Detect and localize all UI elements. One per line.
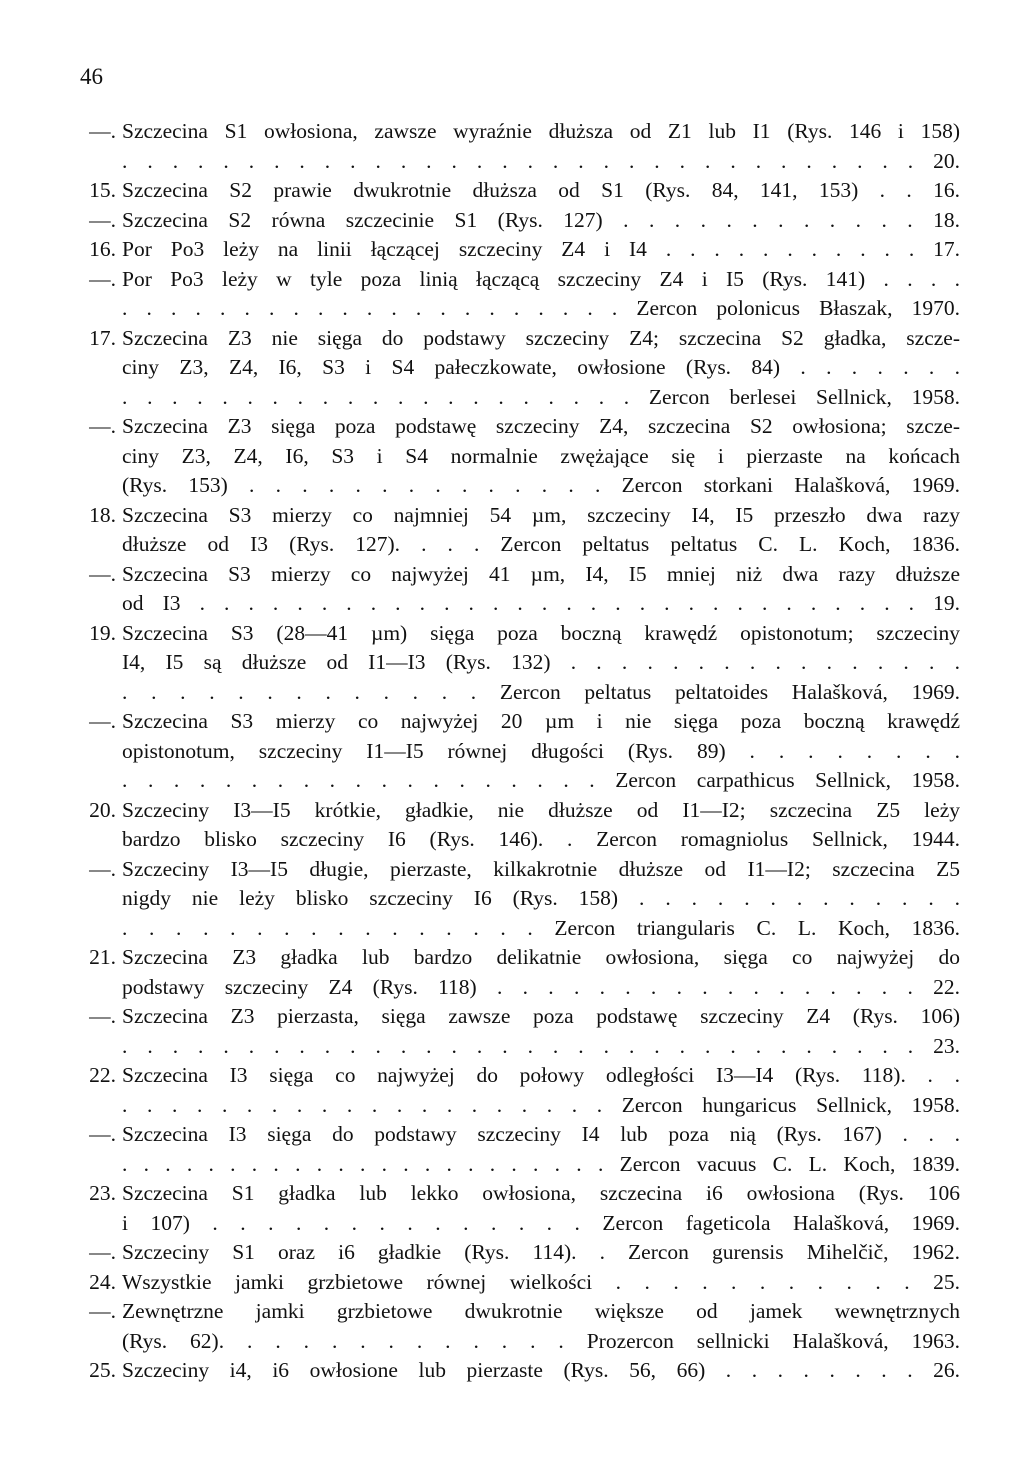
key-entry-line: Szczeciny S1 oraz i6 gładkie (Rys. 114). . Zercon gurensis Mihelčič, 1962. [122,1240,960,1264]
key-entry-line: . . . . . . . . . . . . . . . . . . . . . . . . . . . . . . . . 20. [122,148,960,173]
key-entry-line: Szczecina S3 mierzy co najmniej 54 µm, szczeciny I4, I5 przeszło dwa razy [122,502,960,527]
key-entry-line: . . . . . . . . . . . . . . . . . . . . . Zercon berlesei Sellnick, 1958. [122,384,960,409]
key-entry-line: Szczecina I3 sięga do podstawy szczeciny I4 lub poza nią (Rys. 167) . . . [122,1122,960,1146]
key-entry [65,619,960,708]
key-entry-line: Szczecina S3 (28—41 µm) sięga poza boczną krawędź opistonotum; szczeciny [122,620,960,645]
key-entry [65,324,960,413]
key-entry-line: Szczecina Z3 gładka lub bardzo delikatnie owłosiona, sięga co najwyżej do [122,945,960,969]
key-entry-text [122,1120,960,1179]
key-entry-line: Szczeciny i4, i6 owłosione lub pierzaste (Rys. 56, 66) . . . . . . . . 26. [122,1358,960,1382]
key-entry-number: 18. [89,502,116,527]
key-entry-line: nigdy nie leży blisko szczeciny I6 (Rys. 158) . . . . . . . . . . . . . [122,886,960,910]
key-entry-number: —. [89,1240,116,1264]
key-entry-line: . . . . . . . . . . . . . . . . . . . . . Zercon polonicus Błaszak, 1970. [122,296,960,320]
key-entry-text [122,206,960,236]
identification-key [65,117,960,1386]
key-entry-number: 16. [89,237,116,261]
key-entry-text [122,855,960,944]
key-entry-text [122,1179,960,1238]
key-entry-text [122,1061,960,1120]
key-entry-line: . . . . . . . . . . . . . . . . . . . . Zercon hungaricus Sellnick, 1958. [122,1092,960,1117]
key-entry-line: podstawy szczeciny Z4 (Rys. 118) . . . . . . . . . . . . . . . . . 22. [122,974,960,999]
key-entry-text [122,619,960,708]
key-entry-text [122,235,960,265]
key-entry [65,943,960,1002]
key-entry-line: Szczecina S3 mierzy co najwyżej 41 µm, I4, I5 mniej niż dwa razy dłuższe [122,561,960,586]
key-entry-number: 19. [89,620,116,645]
key-entry-line: Por Po3 leży w tyle poza linią łączącą szczeciny Z4 i I5 (Rys. 141) . . . . [122,266,960,291]
key-entry-number: —. [89,709,116,733]
key-entry [65,1179,960,1238]
key-entry-line: Szczecina Z3 nie sięga do podstawy szczeciny Z4; szczecina S2 gładka, szcze- [122,325,960,350]
key-entry-line: Szczeciny I3—I5 krótkie, gładkie, nie dłuższe od I1—I2; szczecina Z5 leży [122,797,960,822]
key-entry-number: 24. [89,1269,116,1294]
key-entry-number: —. [89,1299,116,1323]
key-entry-text [122,1356,960,1386]
key-entry-number: 15. [89,178,116,202]
key-entry [65,265,960,324]
key-entry-number: 23. [89,1181,116,1205]
key-entry-line: . . . . . . . . . . . . . Zercon peltatus peltatoides Halašková, 1969. [122,679,960,704]
key-entry-line: I4, I5 są dłuższe od I1—I3 (Rys. 132) . . . . . . . . . . . . . . . . [122,650,960,674]
key-entry-line: i 107) . . . . . . . . . . . . . . Zercon fageticola Halašková, 1969. [122,1210,960,1235]
key-entry-text [122,1238,960,1268]
key-entry [65,412,960,501]
key-entry-text [122,1002,960,1061]
key-entry-line: . . . . . . . . . . . . . . . . . . . . . . . . . . . . . . . . 23. [122,1033,960,1058]
key-entry [65,1238,960,1268]
key-entry-number: —. [89,561,116,586]
key-entry-number: —. [89,1122,116,1146]
key-entry-text [122,796,960,855]
key-entry [65,176,960,206]
key-entry-line: Szczecina Z3 pierzasta, sięga zawsze poza podstawę szczeciny Z4 (Rys. 106) [122,1004,960,1028]
key-entry-line: Wszystkie jamki grzbietowe równej wielkości . . . . . . . . . . . 25. [122,1269,960,1294]
key-entry-number: 25. [89,1358,116,1382]
key-entry-line: Zewnętrzne jamki grzbietowe dwukrotnie większe od jamek wewnętrznych [122,1299,960,1323]
key-entry-line: (Rys. 62). . . . . . . . . . . . . Prozercon sellnicki Halašková, 1963. [122,1328,960,1353]
page-number: 46 [80,64,103,89]
key-entry-line: opistonotum, szczeciny I1—I5 równej długości (Rys. 89) . . . . . . . . [122,738,960,763]
key-entry [65,235,960,265]
key-entry [65,206,960,236]
key-entry-number: 21. [89,945,116,969]
key-entry-text [122,324,960,413]
key-entry [65,1268,960,1298]
key-entry-line: ciny Z3, Z4, I6, S3 i S4 normalnie zwężające się i pierzaste na końcach [122,443,960,468]
key-entry-line: Szczecina I3 sięga co najwyżej do połowy odległości I3—I4 (Rys. 118). . . [122,1063,960,1087]
key-entry-text [122,117,960,176]
key-entry-line: Szczeciny I3—I5 długie, pierzaste, kilkakrotnie dłuższe od I1—I2; szczecina Z5 [122,856,960,881]
key-entry-line: . . . . . . . . . . . . . . . . . . . Zercon carpathicus Sellnick, 1958. [122,768,960,792]
key-entry [65,796,960,855]
key-entry-number: —. [89,856,116,881]
key-entry-line: Szczecina S3 mierzy co najwyżej 20 µm i nie sięga poza boczną krawędź [122,709,960,733]
key-entry-line: ciny Z3, Z4, I6, S3 i S4 pałeczkowate, owłosione (Rys. 84) . . . . . . . [122,355,960,379]
key-entry-line: bardzo blisko szczeciny I6 (Rys. 146). . Zercon romagniolus Sellnick, 1944. [122,827,960,851]
key-entry-text [122,1297,960,1356]
key-entry-text [122,560,960,619]
key-entry-line: . . . . . . . . . . . . . . . . Zercon triangularis C. L. Koch, 1836. [122,915,960,940]
key-entry-line: Por Po3 leży na linii łączącej szczeciny Z4 i I4 . . . . . . . . . . . 17. [122,237,960,261]
key-entry-text [122,501,960,560]
key-entry-text [122,265,960,324]
key-entry-number: 20. [89,797,116,822]
key-entry-line: Szczecina S1 gładka lub lekko owłosiona, szczecina i6 owłosiona (Rys. 106 [122,1181,960,1205]
key-entry [65,1297,960,1356]
key-entry-text [122,707,960,796]
key-entry-line: od I3 . . . . . . . . . . . . . . . . . . . . . . . . . . . . . . 19. [122,591,960,615]
key-entry-line: (Rys. 153) . . . . . . . . . . . . . . Zercon storkani Halašková, 1969. [122,473,960,497]
key-entry-line: Szczecina S2 równa szczecinie S1 (Rys. 127) . . . . . . . . . . . . 18. [122,207,960,232]
key-entry-number: —. [89,266,116,291]
key-entry [65,1061,960,1120]
key-entry [65,1120,960,1179]
key-entry-number: —. [89,207,116,232]
key-entry-text [122,412,960,501]
key-entry-text [122,1268,960,1298]
key-entry [65,501,960,560]
key-entry-text [122,176,960,206]
key-entry [65,117,960,176]
key-entry-line: . . . . . . . . . . . . . . . . . . . . . . . Zercon vacuus C. L. Koch, 1839. [122,1151,960,1176]
key-entry-line: Szczecina S1 owłosiona, zawsze wyraźnie dłuższa od Z1 lub I1 (Rys. 146 i 158) [122,119,960,143]
key-entry-number: —. [89,414,116,438]
key-entry [65,707,960,796]
key-entry-number: —. [89,1004,116,1028]
key-entry-number: —. [89,119,116,143]
key-entry-text [122,943,960,1002]
key-entry [65,1002,960,1061]
key-entry-line: Szczecina S2 prawie dwukrotnie dłuższa od S1 (Rys. 84, 141, 153) . . 16. [122,178,960,202]
key-entry-line: Szczecina Z3 sięga poza podstawę szczeciny Z4, szczecina S2 owłosiona; szcze- [122,414,960,438]
key-entry [65,560,960,619]
key-entry [65,1356,960,1386]
key-entry-number: 22. [89,1063,116,1087]
key-entry-number: 17. [89,325,116,350]
key-entry [65,855,960,944]
key-entry-line: dłuższe od I3 (Rys. 127). . . . Zercon peltatus peltatus C. L. Koch, 1836. [122,532,960,556]
